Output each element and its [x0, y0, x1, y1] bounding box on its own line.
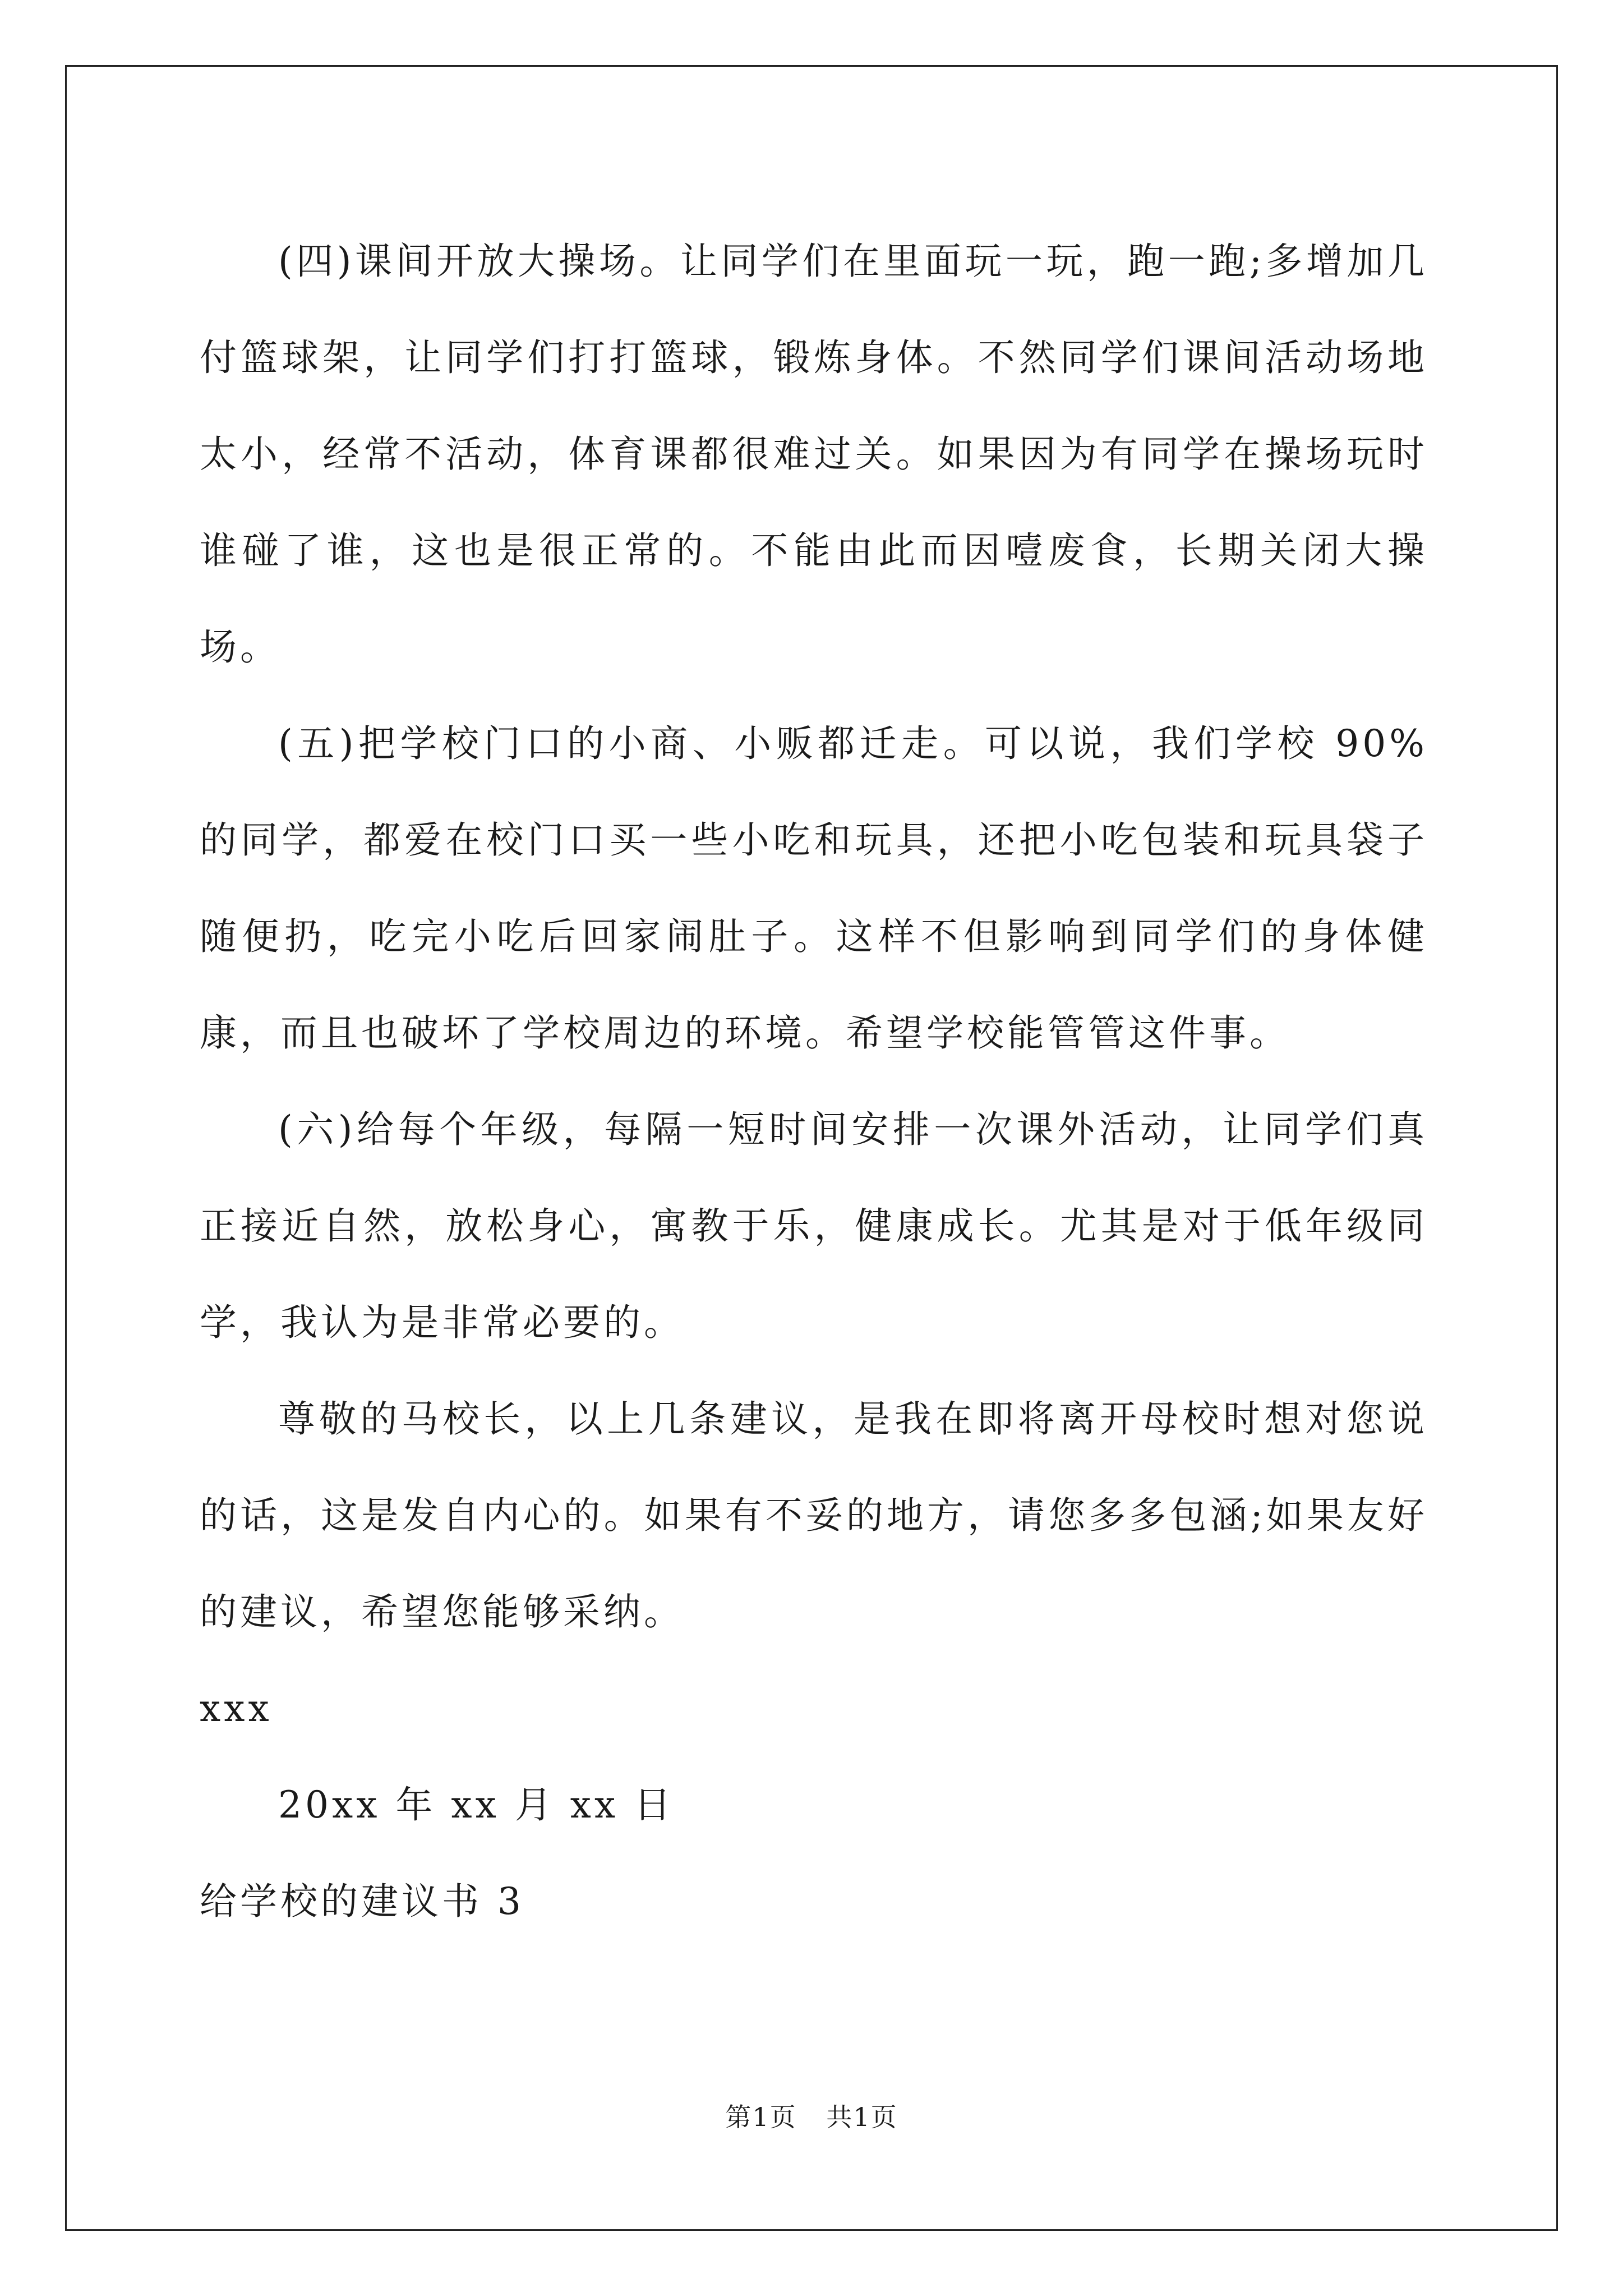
page-total: 共1页	[826, 2102, 898, 2132]
page-number: 第1页	[725, 2102, 797, 2132]
signature: xxx	[200, 1687, 273, 1730]
closing-paragraph: 尊敬的马校长，以上几条建议，是我在即将离开母校时想对您说的话，这是发自内心的。如果有不妥的地方，请您多多包涵;如果友好的建议，希望您能够采纳。	[200, 1397, 1428, 1634]
next-section-title: 给学校的建议书 3	[200, 1880, 524, 1923]
document-body	[200, 213, 1428, 1950]
paragraph-5: (五)把学校门口的小商、小贩都迁走。可以说，我们学校 90%的同学，都爱在校门口买一些小吃和玩具，还把小吃包装和玩具袋子随便扔，吃完小吃后回家闹肚子。这样不但影响到同学们的身体健康，而且也破坏了学校周边的环境。希望学校能管管这件事。	[200, 722, 1428, 1055]
paragraph-6: (六)给每个年级，每隔一短时间安排一次课外活动，让同学们真正接近自然，放松身心，寓教于乐，健康成长。尤其是对于低年级同学，我认为是非常必要的。	[200, 1108, 1428, 1344]
page-footer	[0, 2097, 1623, 2134]
paragraph-4: (四)课间开放大操场。让同学们在里面玩一玩，跑一跑;多增加几付篮球架，让同学们打打篮球，锻炼身体。不然同学们课间活动场地太小，经常不活动，体育课都很难过关。如果因为有同学在操场玩时谁碰了谁，这也是很正常的。不能由此而因噎废食，长期关闭大操场。	[200, 240, 1428, 669]
date-line: 20xx 年 xx 月 xx 日	[278, 1783, 675, 1826]
